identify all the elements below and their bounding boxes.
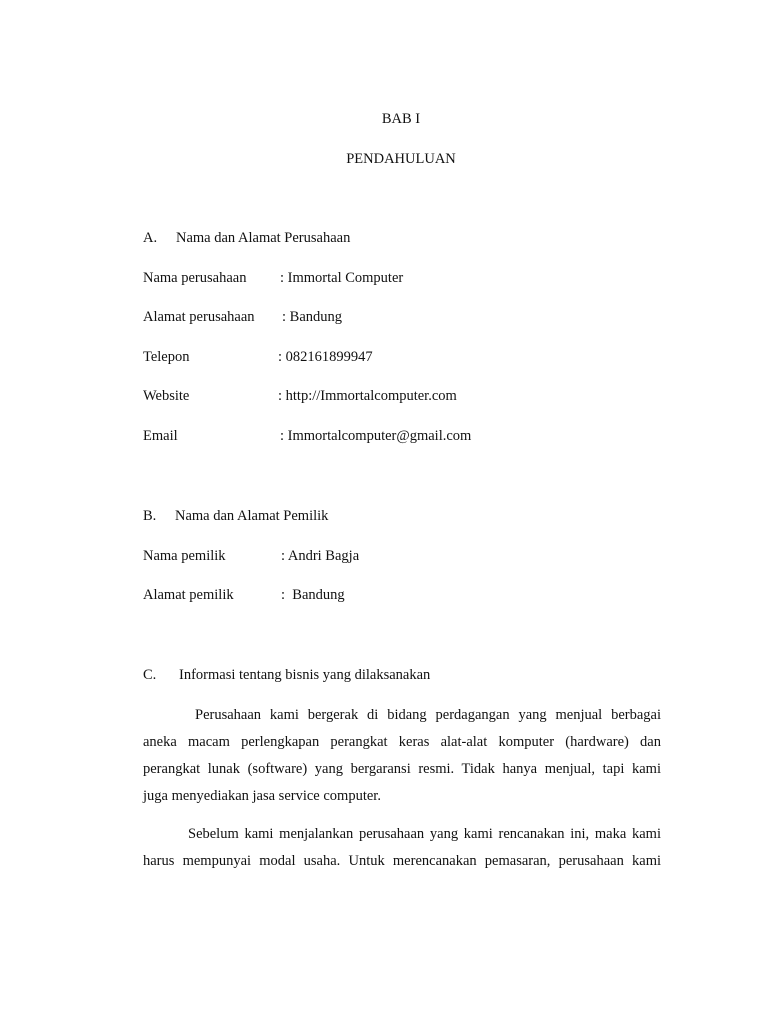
email-value: : Immortalcomputer@gmail.com (280, 428, 472, 444)
chapter-title: PENDAHULUAN (346, 151, 456, 167)
email-label: Email (143, 428, 178, 444)
section-a-heading: Nama dan Alamat Perusahaan (176, 230, 351, 246)
paragraph-line: Sebelum kami menjalankan perusahaan yang kami rencanakan ini, maka kami (188, 826, 661, 842)
section-c-heading: Informasi tentang bisnis yang dilaksanakan (179, 667, 431, 683)
phone-value: : 082161899947 (278, 349, 373, 365)
section-b-marker: B. (143, 508, 157, 524)
company-address-label: Alamat perusahaan (143, 309, 255, 325)
website-value: : http://Immortalcomputer.com (278, 388, 457, 404)
paragraph-line: juga menyediakan jasa service computer. (143, 788, 381, 804)
owner-name-value: : Andri Bagja (281, 548, 360, 564)
website-label: Website (143, 388, 190, 404)
company-name-label: Nama perusahaan (143, 270, 247, 286)
paragraph-line: Perusahaan kami bergerak di bidang perdagangan yang menjual berbagai (195, 707, 661, 723)
owner-name-label: Nama pemilik (143, 548, 226, 564)
section-a-marker: A. (143, 230, 158, 246)
section-b-heading: Nama dan Alamat Pemilik (175, 508, 329, 524)
section-c-marker: C. (143, 667, 157, 683)
phone-label: Telepon (143, 349, 190, 365)
owner-address-label: Alamat pemilik (143, 587, 234, 603)
paragraph-line: harus mempunyai modal usaha. Untuk merencanakan pemasaran, perusahaan kami (143, 853, 661, 869)
company-name-value: : Immortal Computer (280, 270, 404, 286)
paragraph-line: perangkat lunak (software) yang bergaransi resmi. Tidak hanya menjual, tapi kami (143, 761, 661, 777)
company-address-value: : Bandung (282, 309, 343, 325)
paragraph-line: aneka macam perlengkapan perangkat keras alat-alat komputer (hardware) dan (143, 734, 661, 750)
owner-address-value: : Bandung (281, 587, 345, 603)
chapter-number: BAB I (381, 111, 421, 127)
